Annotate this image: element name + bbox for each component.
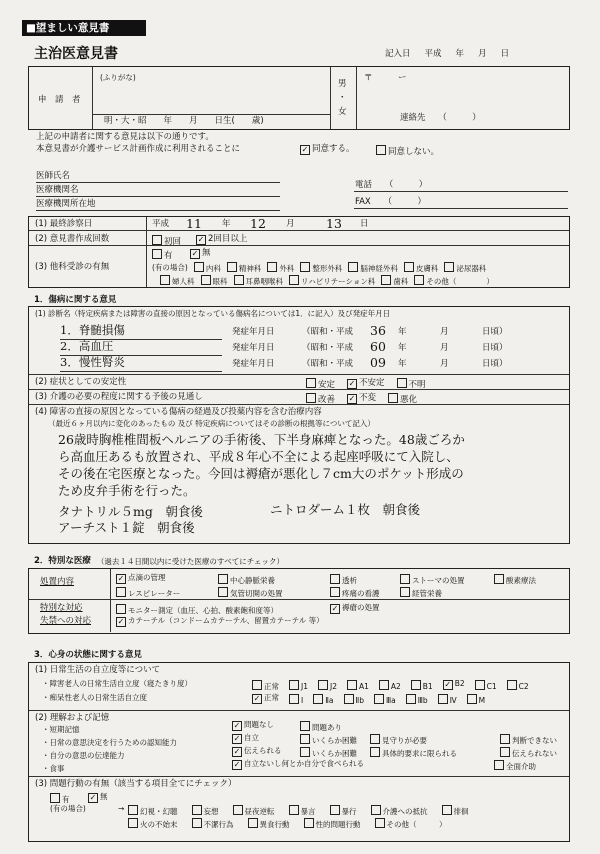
sec2-sub: （過去１４日間以内に受けた医療のすべてにチェック） — [96, 556, 285, 566]
onset-year[interactable]: 09 — [370, 355, 386, 370]
stability-label: (2) 症状としての安定性 — [35, 377, 127, 387]
dept-option[interactable]: 整形外科 — [300, 262, 342, 273]
institution-label: 医療機関名 — [36, 185, 79, 195]
checkbox-checked-icon: ✓ — [191, 249, 199, 258]
treat-option[interactable]: 中心静脈栄養 — [218, 574, 275, 585]
day-unit: 日 — [360, 219, 369, 229]
postal-field[interactable]: 〒 ー — [364, 73, 407, 83]
onset-era: （昭和・平成 — [302, 359, 354, 369]
short-memory-label: ・短期記憶 — [42, 725, 80, 734]
medication-line[interactable]: ニトロダーム１枚 朝食後 — [270, 502, 421, 517]
behavior-row1 — [128, 805, 469, 816]
checkbox-checked-icon: ✓ — [197, 235, 205, 244]
last-visit-month[interactable]: 12 — [250, 216, 266, 231]
sec2-title: 2．特別な医療 — [34, 556, 91, 566]
entry-date-year: 年 — [455, 49, 465, 59]
onset-month-unit: 月 — [440, 359, 449, 369]
last-visit-day[interactable]: 13 — [326, 216, 342, 231]
dem-option[interactable]: M — [467, 694, 485, 705]
dementia-label: ・痴呆性老人の日常生活自立度 — [42, 693, 147, 702]
opinion-count-label: (2) 意見書作成回数 — [35, 234, 110, 244]
onset-label: 発症年月日 — [232, 343, 275, 353]
last-visit-year[interactable]: 11 — [186, 216, 202, 231]
stability-unknown[interactable]: 不明 — [397, 378, 426, 390]
dem-option[interactable]: ✓ 正常 — [253, 693, 279, 704]
entry-date — [385, 50, 509, 59]
last-visit-label: (1) 最終診察日 — [35, 219, 93, 229]
diagnosis-name[interactable]: 2．高血圧 — [60, 339, 114, 353]
treat-option[interactable]: 経管栄養 — [400, 587, 442, 598]
bed-option[interactable]: J2 — [318, 680, 337, 691]
bed-option[interactable]: A1 — [347, 680, 369, 691]
course-text-line[interactable]: 26歳時胸椎椎間板ヘルニアの手術後、下半身麻痺となった。48歳ごろか — [58, 432, 465, 447]
treatment-label: 処置内容 — [40, 577, 75, 587]
prognosis-worse[interactable]: 悪化 — [388, 393, 417, 405]
fax-field[interactable]: FAX （ ） — [355, 197, 426, 207]
special-option[interactable]: ✓ 褥瘡の処置 — [331, 603, 380, 613]
bed-option[interactable]: A2 — [379, 680, 401, 691]
onset-label: 発症年月日 — [232, 327, 275, 337]
convey-option[interactable]: いくらか困難 — [300, 747, 357, 758]
course-sub: （最近６ヶ月以内に変化のあったもの 及び 特定疾病についてはその診断の根拠等について記入） — [48, 419, 375, 428]
catheter-option[interactable]: ✓ カテーテル（コンドームカテーテル、留置カテーテル 等） — [117, 616, 324, 626]
onset-year-unit: 年 — [398, 359, 407, 369]
decision-option[interactable]: ✓ 自立 — [233, 733, 259, 743]
dept-row1 — [152, 262, 486, 273]
independence-label: (1) 日常生活の自立度等について — [35, 665, 161, 675]
dementia-options — [252, 694, 485, 705]
month-unit: 月 — [286, 219, 295, 229]
memory-option[interactable]: 問題あり — [300, 721, 342, 732]
convey-label: ・自分の意思の伝達能力 — [42, 751, 125, 760]
dept-option[interactable]: リハビリテーション科 — [289, 275, 375, 286]
consent-disagree[interactable]: 同意しない。 — [376, 145, 439, 157]
onset-month-unit: 月 — [440, 327, 449, 337]
behavior-option[interactable]: 介護への抵抗 — [371, 805, 428, 816]
dept-option[interactable]: 眼科 — [201, 275, 228, 286]
entry-date-month: 月 — [478, 49, 487, 59]
behavior-no[interactable]: ✓ 無 — [89, 792, 108, 802]
onset-year[interactable]: 36 — [370, 323, 386, 338]
course-text-line[interactable]: ら高血圧あるも放置され、平成８年心不全による起座呼吸にて入院し、 — [58, 449, 459, 464]
behavior-label: (3) 問題行動の有無（該当する項目全てにチェック） — [35, 779, 237, 789]
dem-option[interactable]: Ⅱb — [344, 694, 364, 705]
tel-field[interactable]: 電話 （ ） — [355, 180, 428, 190]
meal-label: ・食事 — [42, 764, 65, 773]
decision-option[interactable]: 判断できない — [500, 734, 557, 745]
onset-year-unit: 年 — [398, 343, 407, 353]
entry-date-era: 平成 — [424, 49, 442, 59]
treat-option[interactable]: レスピレーター — [116, 587, 180, 598]
behavior-option[interactable]: 暴行 — [330, 805, 357, 816]
prognosis-options — [306, 393, 417, 405]
last-visit-era: 平成 — [152, 219, 170, 229]
treat-option[interactable]: 気管切開の処置 — [218, 587, 283, 598]
treat-option[interactable]: ストーマの処置 — [400, 574, 465, 585]
stability-unstable[interactable]: ✓ 不安定 — [348, 377, 385, 388]
case-label: (有の場合) — [152, 262, 188, 272]
behavior-option[interactable]: 不潔行為 — [192, 818, 234, 829]
sex-dot: ・ — [338, 93, 347, 103]
sex-female[interactable]: 女 — [338, 107, 347, 117]
behavior-case-label: (有の場合) — [50, 804, 86, 813]
dept-row2 — [160, 275, 494, 286]
checkbox-icon — [376, 145, 386, 155]
course-label: (4) 障害の直接の原因となっている傷病の経過及び投薬内容を含む治療内容 — [35, 407, 322, 417]
dept-option[interactable]: その他（ ） — [414, 275, 494, 286]
dept-option[interactable]: 泌尿器科 — [444, 262, 486, 273]
behavior-option[interactable]: 性的問題行動 — [304, 818, 361, 829]
dept-option[interactable]: 精神科 — [227, 262, 262, 273]
behavior-option[interactable]: その他（ ） — [375, 818, 447, 829]
sex-male[interactable]: 男 — [338, 79, 347, 89]
bed-option[interactable]: ✓ B2 — [444, 679, 465, 690]
count-second[interactable]: ✓ 2回目以上 — [197, 234, 248, 244]
bed-option[interactable]: C2 — [507, 680, 529, 691]
dept-option[interactable]: 外科 — [267, 262, 294, 273]
onset-year[interactable]: 60 — [370, 339, 386, 354]
dob-field[interactable]: 明・大・昭 年 月 日生( 歳) — [104, 116, 264, 126]
year-unit: 年 — [222, 219, 231, 229]
decision-option[interactable]: 見守りが必要 — [370, 734, 427, 745]
dept-option[interactable]: 皮膚科 — [404, 262, 439, 273]
behavior-option[interactable]: 妄想 — [192, 805, 219, 816]
onset-day-unit: 日頃） — [482, 359, 508, 369]
treat-option[interactable]: 透析 — [330, 574, 357, 585]
behavior-option[interactable]: 暴言 — [289, 805, 316, 816]
dem-option[interactable]: Ⅲb — [406, 694, 428, 705]
convey-option[interactable]: 具体的要求に限られる — [370, 747, 457, 758]
consent-agree[interactable]: ✓ 同意する。 — [301, 144, 355, 154]
applicant-label: 申 請 者 — [38, 95, 81, 105]
dem-option[interactable]: Ⅳ — [438, 694, 457, 705]
onset-day-unit: 日頃） — [482, 327, 508, 337]
dem-option[interactable]: Ⅱa — [313, 694, 333, 705]
other-dept-yes[interactable]: 有 — [152, 249, 173, 261]
dept-option[interactable]: 内科 — [194, 262, 221, 273]
onset-month-unit: 月 — [440, 343, 449, 353]
diagnosis-label: (1) 診断名（特定疾病または障害の直接の原因となっている傷病名については1．に記入）及び発症年月日 — [35, 309, 391, 318]
stability-stable[interactable]: 安定 — [306, 378, 335, 390]
form-tag-label: ■望ましい意見書 — [26, 22, 110, 34]
contact-field[interactable]: 連絡先 （ ） — [400, 113, 481, 123]
medication-line[interactable]: タナトリル５mg 朝食後 — [58, 504, 203, 519]
entry-date-day: 日 — [500, 49, 510, 59]
course-text-line[interactable]: その後在宅医療となった。今回は褥瘡が悪化し７cm大のポケット形成の — [58, 466, 464, 481]
understanding-label: (2) 理解および記憶 — [35, 713, 110, 723]
doctor-name-label: 医師氏名 — [36, 171, 71, 181]
dept-option[interactable]: 脳神経外科 — [348, 262, 398, 273]
convey-option[interactable]: ✓ 伝えられる — [233, 746, 282, 756]
dem-option[interactable]: Ⅲa — [374, 694, 396, 705]
special-label-1: 特別な対応 — [40, 603, 83, 613]
treat-option[interactable]: ✓ 点滴の管理 — [117, 573, 166, 583]
diagnosis-name[interactable]: 1．脊髄損傷 — [60, 323, 125, 337]
furigana-label: (ふりがな) — [100, 73, 136, 82]
other-dept-label: (3) 他科受診の有無 — [35, 262, 110, 272]
address-label: 医療機関所在地 — [36, 199, 96, 209]
diagnosis-name[interactable]: 3．慢性腎炎 — [60, 355, 125, 369]
meal-option[interactable]: ✓ 自立ないし何とか自分で食べられる — [233, 759, 364, 769]
dem-option[interactable]: Ⅰ — [289, 694, 303, 705]
checkbox-icon — [152, 235, 162, 245]
convey-option[interactable]: 伝えられない — [500, 747, 557, 758]
stability-options — [306, 378, 426, 390]
course-text-line[interactable]: ため皮弁手術を行った。 — [58, 483, 196, 498]
dept-option[interactable]: 婦人科 — [160, 275, 195, 286]
treat-option[interactable]: 酸素療法 — [494, 574, 536, 585]
sec3-title: 3．心身の状態に関する意見 — [34, 650, 142, 660]
behavior-option[interactable]: 幻視・幻聴 — [128, 805, 178, 816]
special-label-2: 失禁への対応 — [40, 616, 92, 626]
behavior-option[interactable]: 火の不始末 — [128, 818, 178, 829]
bedridden-options — [252, 680, 529, 691]
bed-option[interactable]: J1 — [289, 680, 308, 691]
sec1-title: 1．傷病に関する意見 — [34, 295, 117, 305]
checkbox-checked-icon: ✓ — [301, 145, 309, 154]
dept-option[interactable]: 歯科 — [381, 275, 408, 286]
sec2-heading — [34, 557, 284, 566]
bed-option[interactable]: C1 — [475, 680, 497, 691]
entry-date-label: 記入日 — [385, 49, 411, 59]
decision-option[interactable]: いくらか困難 — [300, 734, 357, 745]
behavior-option[interactable]: 昼夜逆転 — [233, 805, 275, 816]
prognosis-improve[interactable]: 改善 — [306, 393, 335, 405]
onset-era: （昭和・平成 — [302, 327, 354, 337]
behavior-row2 — [128, 818, 447, 829]
meal-option[interactable]: 全面介助 — [494, 760, 536, 771]
bed-option[interactable]: 正常 — [252, 680, 279, 691]
behavior-option[interactable]: 異食行動 — [248, 818, 290, 829]
intro-line1: 上記の申請者に関する意見は以下の通りです。 — [36, 132, 214, 142]
special-option[interactable]: モニター測定（血圧、心拍、酸素飽和度等） — [116, 604, 278, 615]
bed-option[interactable]: B1 — [411, 680, 433, 691]
medication-line[interactable]: アーチスト１錠 朝食後 — [58, 520, 195, 535]
bedridden-label: ・障害老人の日常生活自立度（寝たきり度） — [42, 679, 192, 688]
treat-option[interactable]: 疼痛の看護 — [330, 587, 380, 598]
onset-era: （昭和・平成 — [302, 343, 354, 353]
other-dept-no[interactable]: ✓ 無 — [191, 248, 211, 258]
onset-year-unit: 年 — [398, 327, 407, 337]
form-title: 主治医意見書 — [34, 46, 118, 62]
prognosis-nochange[interactable]: ✓ 不変 — [348, 392, 377, 403]
behavior-option[interactable]: 徘徊 — [442, 805, 469, 816]
onset-label: 発症年月日 — [232, 359, 275, 369]
memory-option[interactable]: ✓ 問題なし — [233, 720, 274, 730]
onset-day-unit: 日頃） — [482, 343, 508, 353]
dept-option[interactable]: 耳鼻咽喉科 — [234, 275, 284, 286]
behavior-arrow-icon: → — [118, 804, 125, 813]
checkbox-icon — [152, 249, 162, 259]
intro-line2: 本意見書が介護サービス計画作成に利用されることに — [36, 144, 241, 154]
behavior-yes[interactable]: 有 — [50, 793, 70, 804]
count-first[interactable]: 初回 — [152, 235, 181, 247]
decision-label: ・日常の意思決定を行うための認知能力 — [42, 738, 177, 747]
prognosis-label: (3) 介護の必要の程度に関する予後の見通し — [35, 392, 203, 402]
